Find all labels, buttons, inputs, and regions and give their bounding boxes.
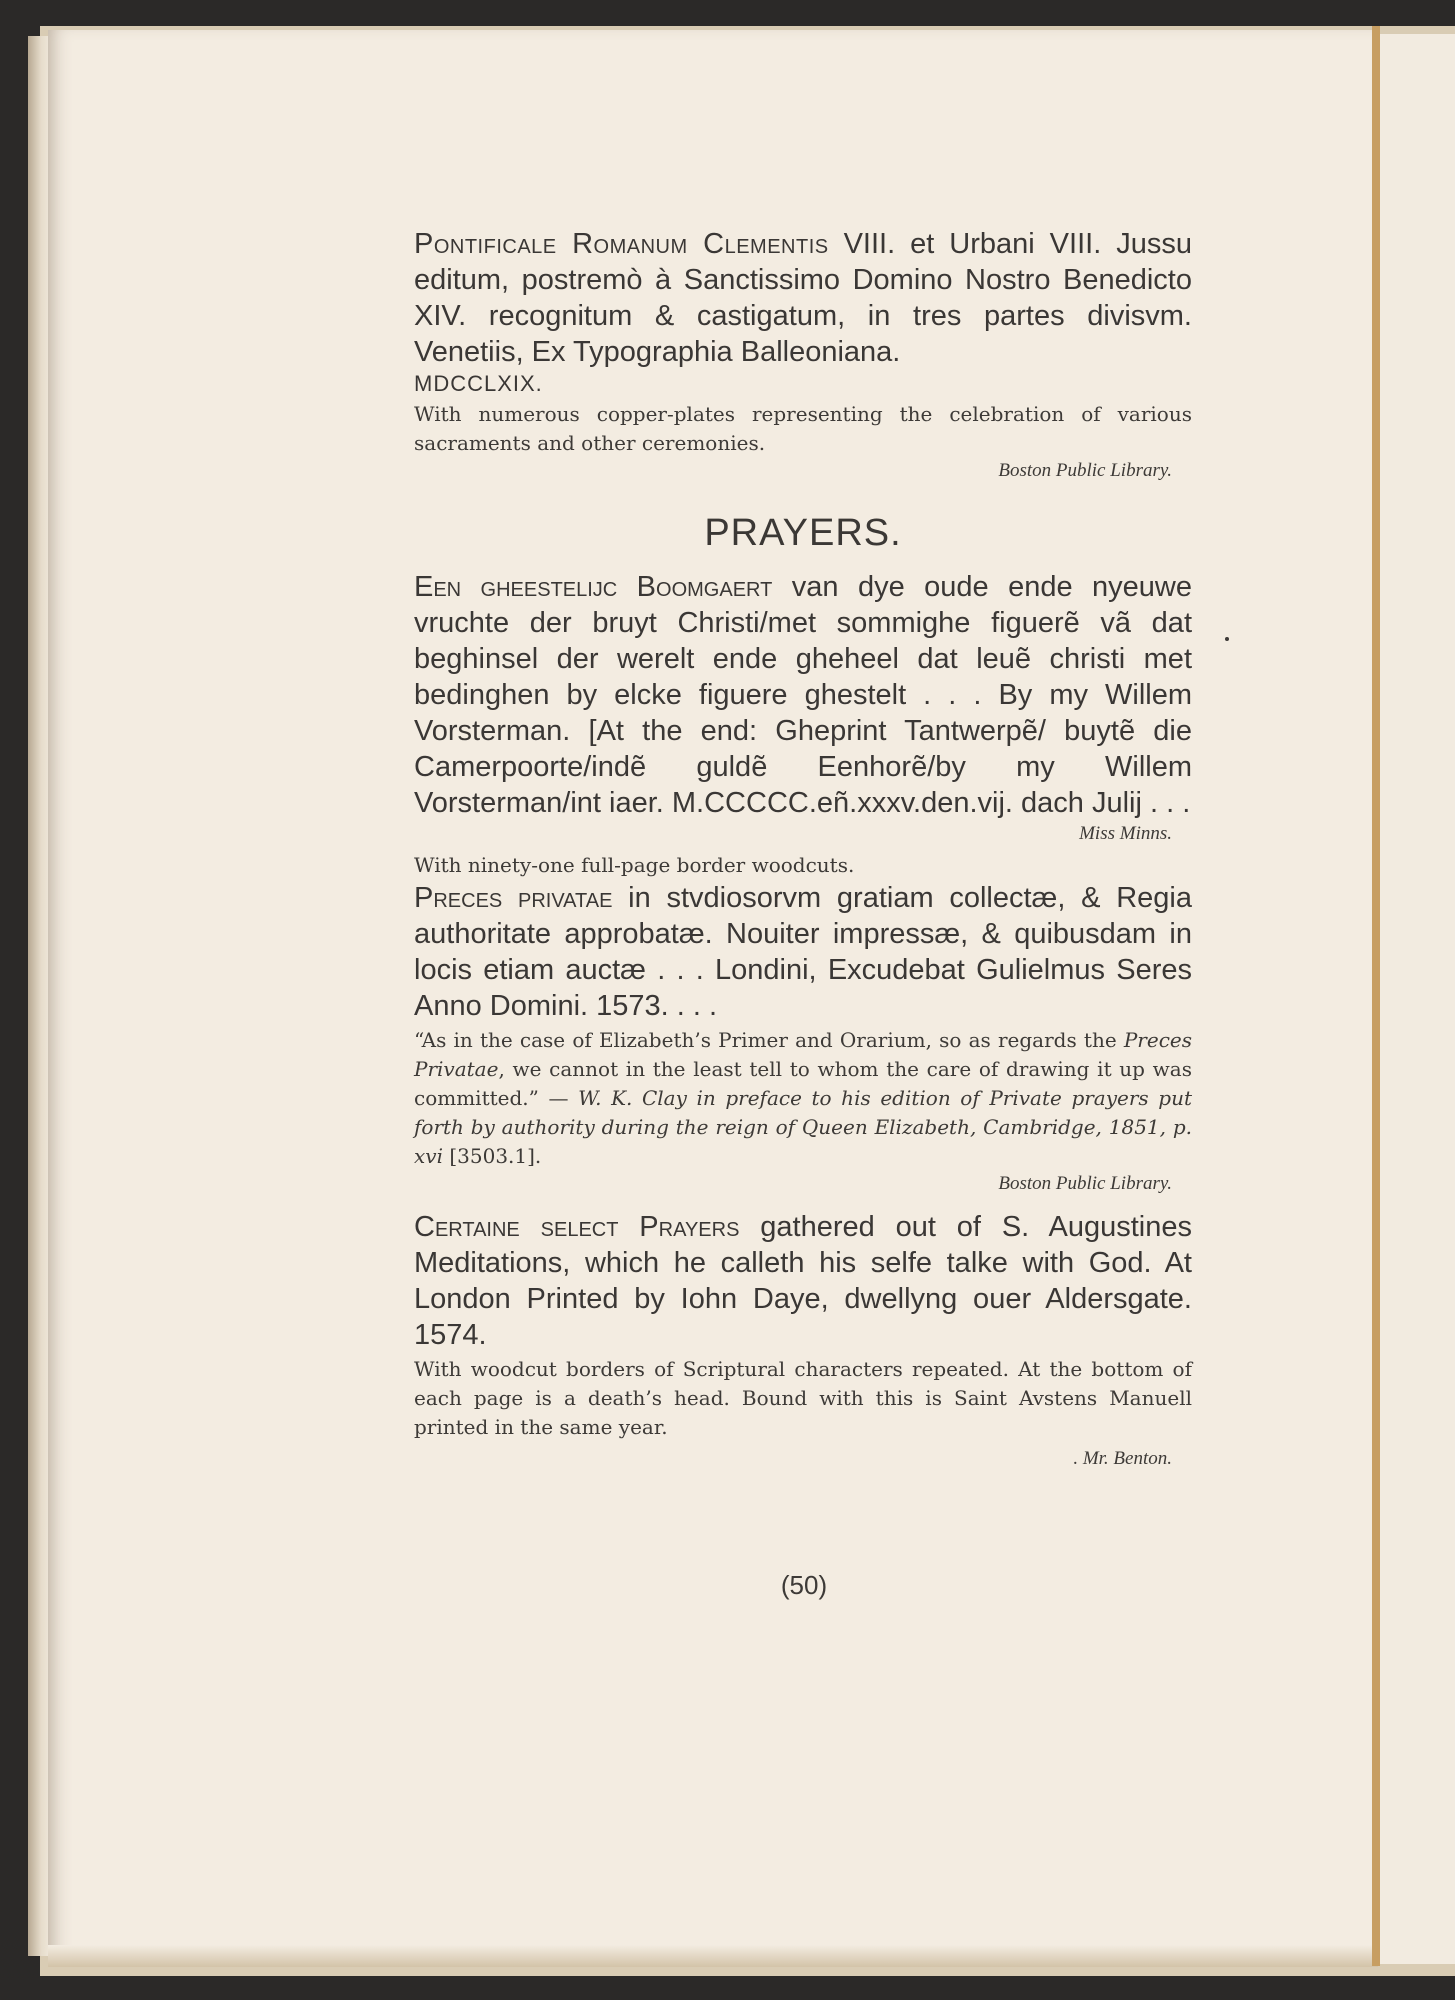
entry-certaine-title xyxy=(414,1209,1192,1353)
entry-note: With woodcut borders of Scriptural characters repeated. At the bottom of each page is a death’s head. Bound with this is Saint Avstens Manuell printed in the same year. xyxy=(414,1357,1192,1439)
entry-boomgaert-title xyxy=(414,569,1192,821)
stray-mark xyxy=(1225,637,1229,641)
note-citation: W. K. Clay in preface to his edition of Private prayers put forth by authority during the reign of Queen Elizabeth, Cambridge, 1851, p. xvi xyxy=(414,1086,1193,1168)
entry-note: With numerous copper-plates representing the celebration of various sacraments and other ceremonies. xyxy=(414,402,1192,455)
note-italic-title: Preces Privatae xyxy=(414,1028,1192,1081)
page-edge xyxy=(28,36,50,1956)
entry-title-text: in stvdiosorvm gratiam collectæ, & Regia authoritate approbatæ. Nouiter impressæ, & quibusdam in locis etiam auctæ . . . Londini, Excudebat Gulielmus Seres Anno Domini. 1573. . . . xyxy=(414,882,1192,1022)
entry-title-smallcaps: Preces privatae xyxy=(414,882,613,914)
page-bottom-edge xyxy=(48,1945,1378,1967)
page-number: (50) xyxy=(780,1570,828,1600)
facing-page xyxy=(1380,34,1455,1964)
entry-title-smallcaps: Pontificale Romanum Clementis xyxy=(414,228,829,260)
note-shelfmark: [3503.1]. xyxy=(442,1144,542,1168)
entry-title-smallcaps: Een gheestelijc Boomgaert xyxy=(414,571,773,603)
entry-owner: . Mr. Benton. xyxy=(1073,1448,1172,1469)
book-gutter xyxy=(1372,26,1380,1966)
note-text: “As in the case of Elizabeth’s Primer and Orarium, so as regards the xyxy=(414,1028,1124,1052)
entry-note: With ninety-one full-page border woodcuts. xyxy=(414,853,855,877)
note-text: , we cannot in the least tell to whom the care of drawing it up was committed.” — xyxy=(414,1057,1192,1110)
entry-title-text: van dye oude ende nyeuwe vruchte der bruyt Christi/met sommighe figuerẽ vã dat beghinsel der werelt ende gheheel dat leuẽ christi met bedinghen by elcke figuere ghestelt . . . By my Willem Vorsterman. [At the end: Gheprint Tantwerpẽ/ buytẽ die Camerpoorte/indẽ guldẽ Eenhorẽ/by my Willem Vorsterman/int iaer. M.CCCCC.eñ.xxxv.den.vij. dach Julij . . . xyxy=(414,571,1192,819)
entry-owner: Miss Minns. xyxy=(1079,823,1172,844)
entry-title-text: gathered out of S. Augustines Meditations, which he calleth his selfe talke with God. At London Printed by Iohn Daye, dwellyng ouer Aldersgate. 1574. xyxy=(414,1211,1192,1351)
entry-title-text: VIII. et Urbani VIII. Jussu editum, postremò à Sanctissimo Domino Nostro Benedicto XIV. recognitum & castigatum, in tres partes divisvm. Venetiis, Ex Typographia Balleoniana. xyxy=(414,228,1192,368)
entry-preces-title xyxy=(414,880,1192,1024)
entry-date: MDCCLXIX. xyxy=(414,371,543,396)
entry-note-quote xyxy=(414,1026,1192,1171)
entry-owner: Boston Public Library. xyxy=(998,1173,1172,1194)
page-content xyxy=(414,226,1192,1470)
entry-title-smallcaps: Certaine select Prayers xyxy=(414,1211,740,1243)
section-heading: PRAYERS. xyxy=(704,512,902,554)
entry-owner: Boston Public Library. xyxy=(998,460,1172,481)
entry-pontificale-title xyxy=(414,226,1192,370)
